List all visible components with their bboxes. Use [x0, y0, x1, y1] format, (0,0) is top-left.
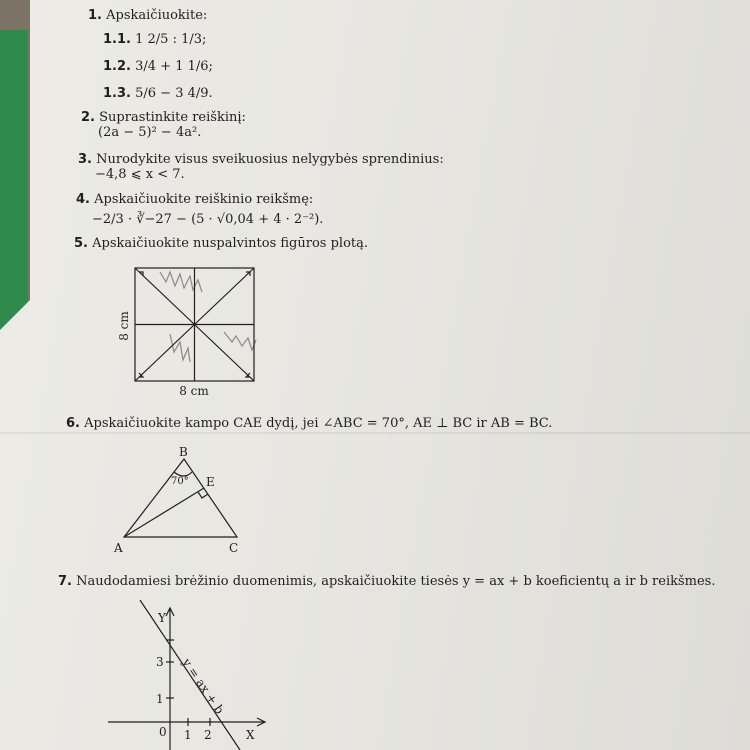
- vertex-b-label: B: [179, 445, 188, 459]
- task-1-3: 1.3. 5/6 − 3 4/9.: [103, 86, 213, 101]
- side-length-label: 8 cm: [117, 311, 131, 341]
- bottom-length-label: 8 cm: [179, 384, 209, 398]
- task-5: 5. Apskaičiuokite nuspalvintos figūros plotą.: [74, 236, 369, 251]
- green-background: [0, 30, 28, 330]
- page-fold: [0, 432, 750, 434]
- task-3: 3. Nurodykite visus sveikuosius nelygybės sprendinius:: [78, 152, 444, 167]
- task-1-2: 1.2. 3/4 + 1 1/6;: [103, 59, 213, 74]
- altitude-ae: [124, 488, 204, 537]
- coordinate-figure: [100, 600, 270, 750]
- task-1-1: 1.1. 1 2/5 : 1/3;: [103, 32, 207, 47]
- origin-label: 0: [159, 725, 167, 739]
- point-e-label: E: [206, 475, 215, 489]
- x-1-label: 1: [184, 728, 192, 742]
- x-2-label: 2: [204, 728, 212, 742]
- square-figure: [112, 262, 262, 402]
- shading-scribbles: [160, 272, 256, 362]
- task-3-expression: −4,8 ⩽ x < 7.: [95, 167, 185, 182]
- triangle-figure: [112, 444, 252, 559]
- triangle-abc: [124, 459, 237, 537]
- vertex-a-label: A: [114, 541, 123, 555]
- task-4-expression: −2/3 · ∛−27 − (5 · √0,04 + 4 · 2⁻²).: [92, 212, 324, 227]
- x-axis-label: X: [246, 728, 255, 742]
- task-6: 6. Apskaičiuokite kampo CAE dydį, jei ∠ABC = 70°, AE ⊥ BC ir AB = BC.: [66, 416, 553, 431]
- angle-label: 70°: [171, 476, 189, 487]
- task-2-expression: (2a − 5)² − 4a².: [98, 125, 202, 140]
- y-axis-label: Y: [158, 611, 166, 625]
- task-4: 4. Apskaičiuokite reiškinio reikšmę:: [76, 192, 314, 207]
- vertex-c-label: C: [229, 541, 239, 555]
- y-1-label: 1: [156, 692, 164, 706]
- task-7: 7. Naudodamiesi brėžinio duomenimis, apskaičiuokite tiesės y = ax + b koeficientų a ir b reikšmes.: [58, 574, 716, 589]
- task-2: 2. Suprastinkite reiškinį:: [81, 110, 246, 125]
- task-1: 1. Apskaičiuokite:: [88, 8, 208, 23]
- y-3-label: 3: [156, 655, 164, 669]
- line-equation-label: y = ax + b: [179, 655, 227, 717]
